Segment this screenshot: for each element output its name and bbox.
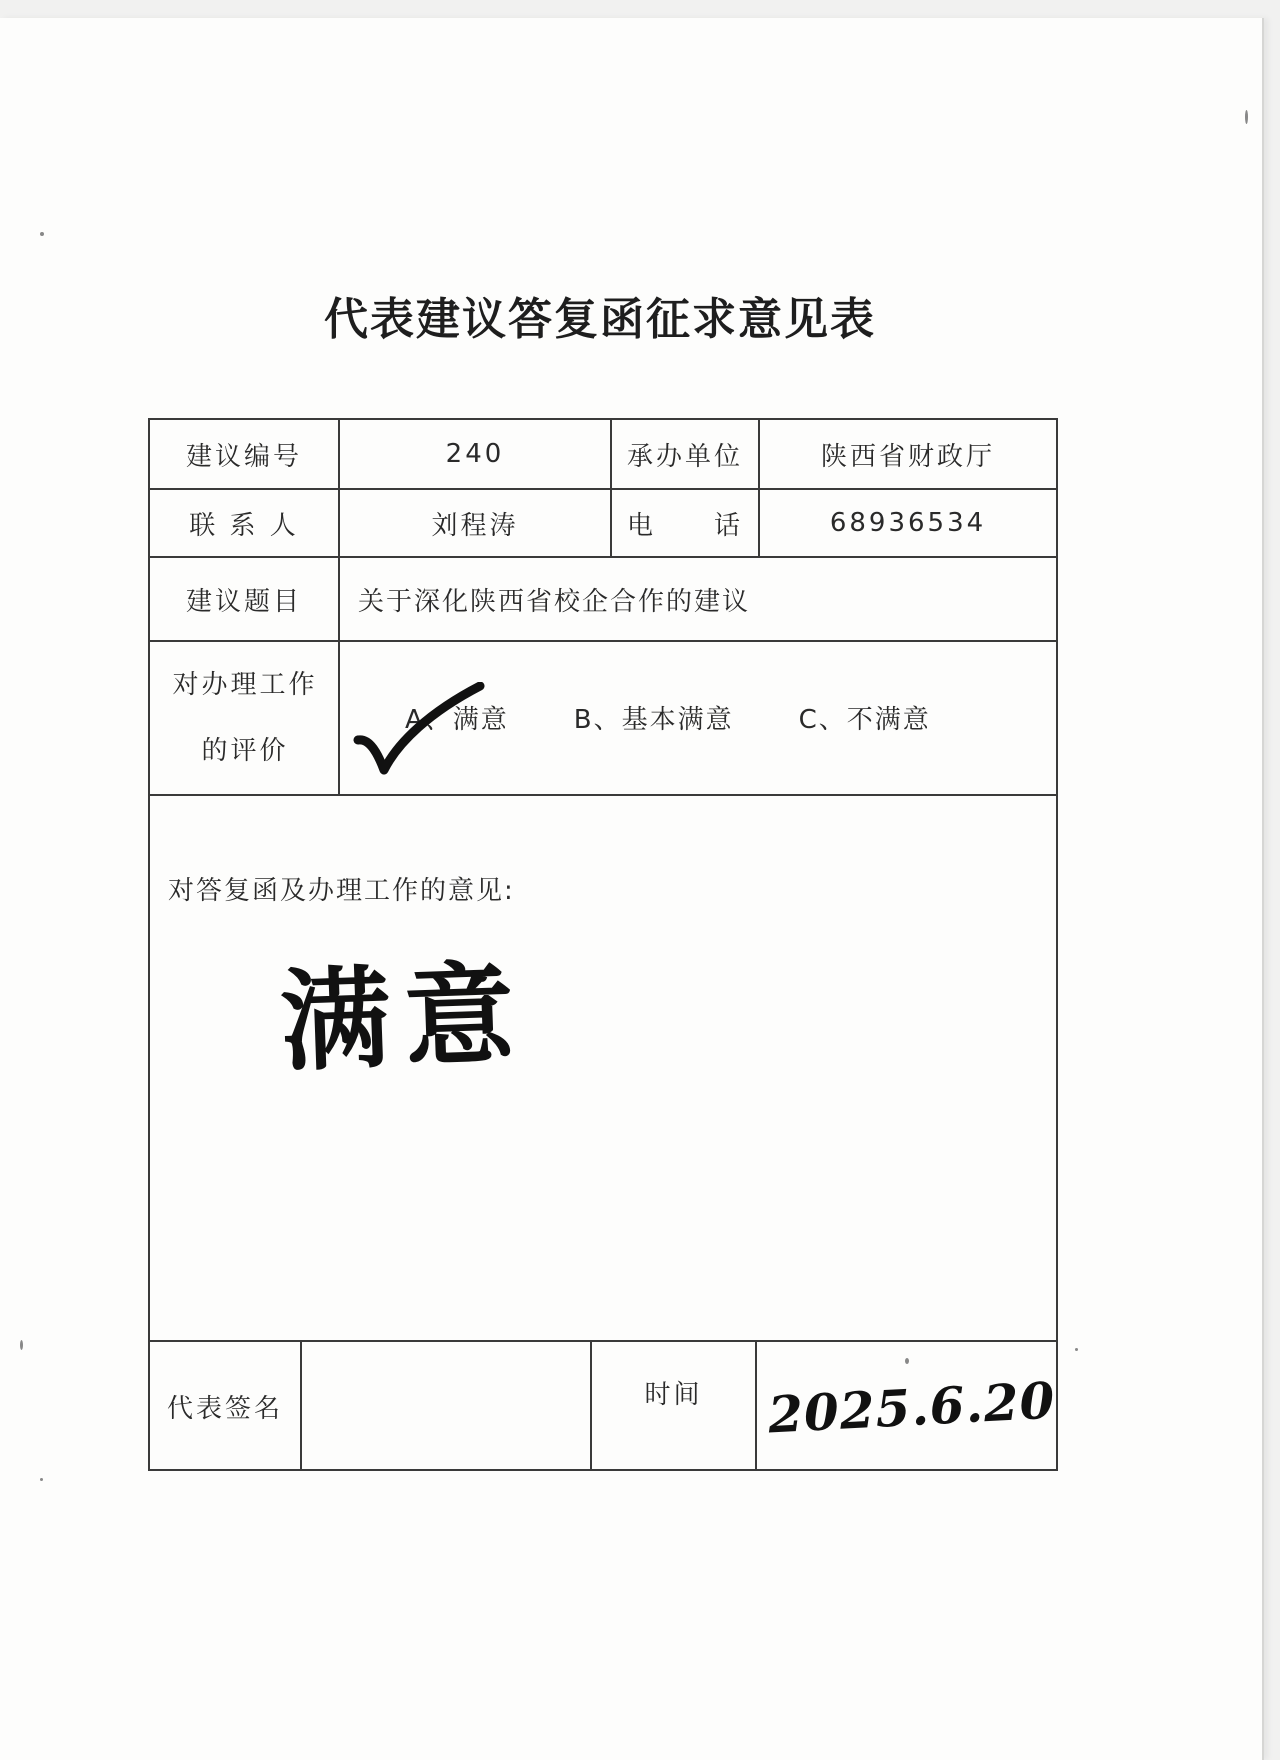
- handling-unit-value: 陕西省财政厅: [820, 441, 995, 472]
- phone-value: 68936534: [829, 508, 987, 538]
- column-divider: [755, 1340, 757, 1471]
- rating-option-unsatisfied[interactable]: C、不满意: [798, 704, 931, 735]
- document-page: [0, 18, 1264, 1760]
- contact-value: 刘程涛: [431, 510, 519, 541]
- scan-speck: [905, 1358, 909, 1364]
- time-value: 2025.6.20: [766, 1370, 1057, 1445]
- proposal-no-label: 建议编号: [185, 441, 302, 472]
- checkmark-icon: [350, 682, 490, 782]
- topic-value: 关于深化陕西省校企合作的建议: [358, 586, 751, 617]
- signature-cell: [302, 1342, 590, 1471]
- scan-speck: [20, 1340, 23, 1350]
- time-label: 时间: [644, 1379, 703, 1410]
- scan-speck: [40, 1478, 43, 1481]
- signature-label: 代表签名: [166, 1394, 283, 1424]
- form-title: 代表建议答复函征求意见表: [324, 294, 876, 345]
- scan-speck: [1075, 1348, 1078, 1351]
- topic-label: 建议题目: [185, 586, 302, 617]
- rating-label: 对办理工作的评价: [172, 670, 318, 766]
- handling-unit-label: 承办单位: [626, 441, 743, 472]
- opinion-label: 对答复函及办理工作的意见:: [168, 876, 515, 906]
- row-divider: [150, 794, 1056, 796]
- phone-label: 电 话: [626, 510, 743, 541]
- rating-option-basically-satisfied[interactable]: B、基本满意: [573, 704, 734, 735]
- opinion-form-table: [148, 418, 1058, 1471]
- rating-option-satisfied[interactable]: A、满意: [405, 704, 509, 735]
- proposal-no-value: 240: [445, 439, 505, 469]
- opinion-value: 满意: [278, 948, 531, 1087]
- scan-speck: [1245, 110, 1248, 124]
- contact-label: 联 系 人: [189, 510, 299, 541]
- scan-speck: [40, 232, 44, 236]
